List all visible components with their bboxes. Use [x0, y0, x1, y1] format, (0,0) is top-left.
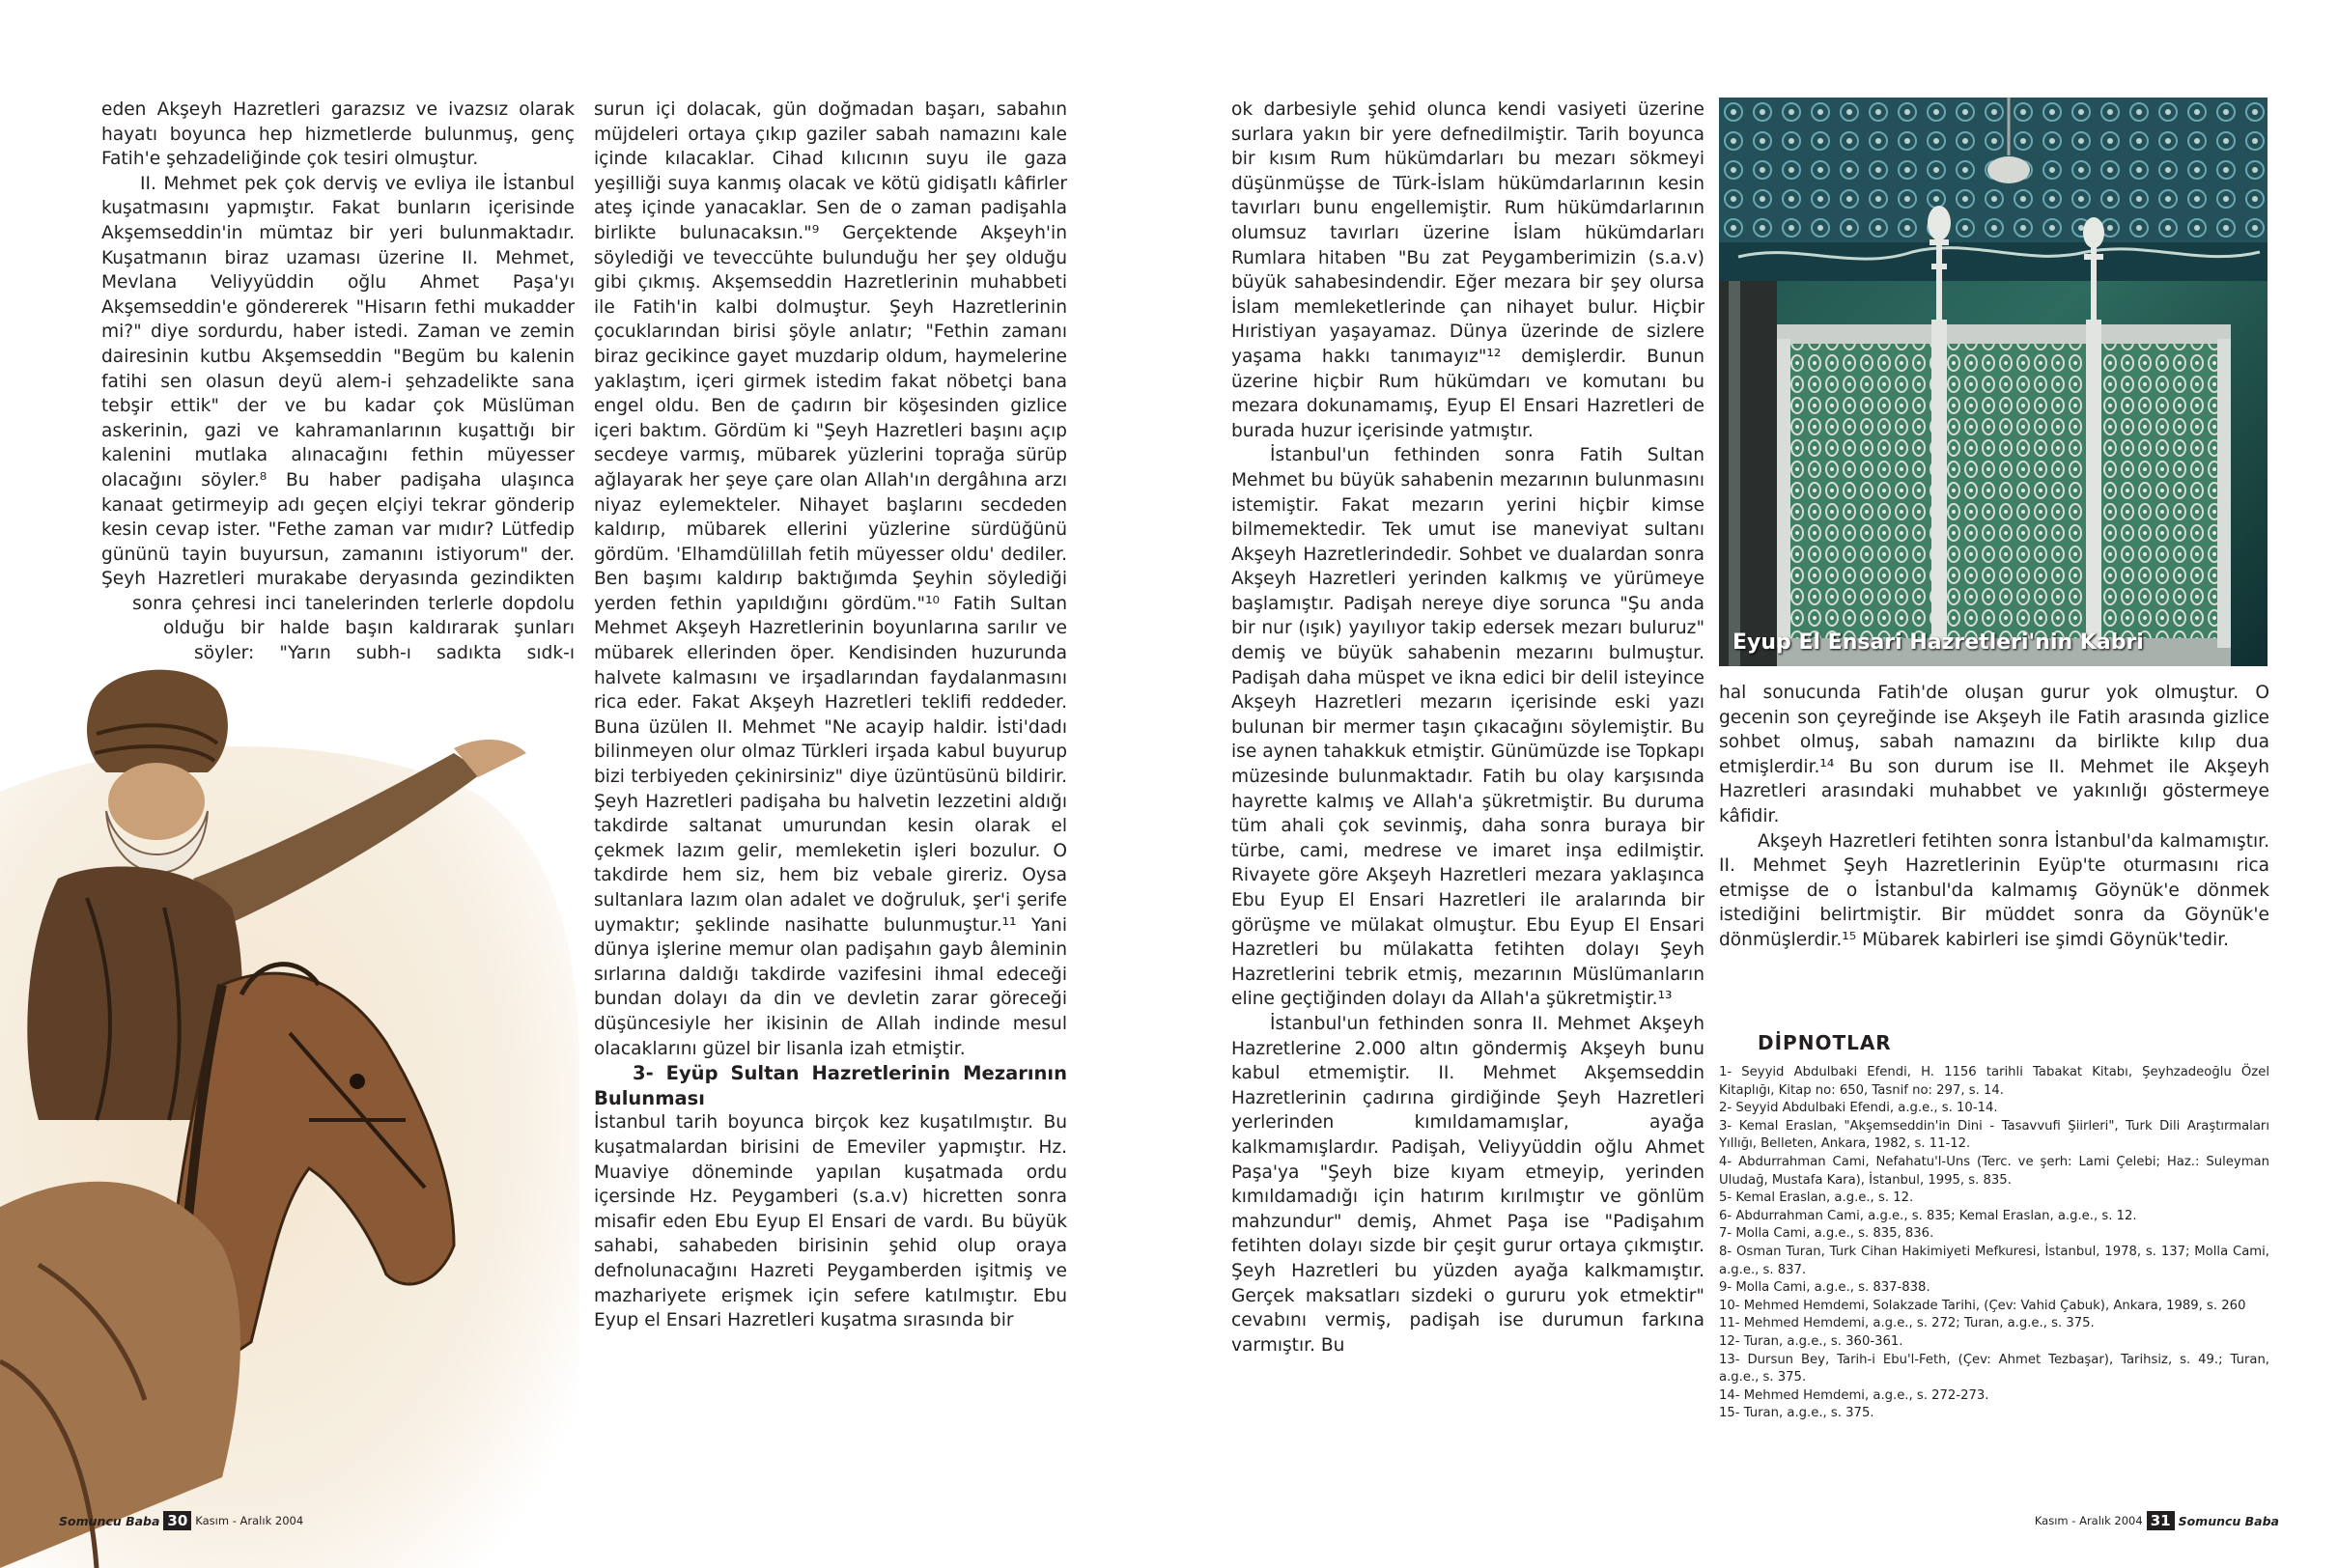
- right-page: [1169, 0, 2338, 1568]
- paragraph: İstanbul'un fethinden sonra II. Mehmet Akşeyh Hazretlerine 2.000 altın göndermiş Akşeyh bunu kabul etmemiştir. II. Mehmet Akşemseddin Hazretlerinin çadırına girdiğinde Şeyh Hazretleri yerlerinden kımıldamamışlar, ayağa kalkmamışlardır. Padişah, Veliyyüddin oğlu Ahmet Paşa'ya "Şeyh bize kıyam etmeyip, yerinden kımıldamadığı için hatırım kırılmıştır ve gönlüm mahzundur" demiş, Ahmet Paşa ise "Padişahım fetihten dolayı sizde bir çeşit gurur ortaya çıkmıştır. Şeyh Hazretleri bu yüzden ayağa kalkmamıştır. Gerçek maksatları sizdeki o gururu yok etmektir" cevabını vermiş, padişah ise durumun farkına varmıştır. Bu: [1231, 1013, 1704, 1356]
- page-number: 31: [2147, 1511, 2175, 1530]
- footnote-item: 1- Seyyid Abdulbaki Efendi, H. 1156 tarihli Tabakat Kitabı, Şeyhzadeoğlu Özel Kitaplığı, Kitap no: 650, Tasnif no: 297, s. 14.: [1719, 1065, 2269, 1098]
- tomb-photo: [1719, 98, 2268, 666]
- horseman-drawing: [0, 666, 589, 1568]
- footnote-item: 15- Turan, a.g.e., s. 375.: [1719, 1406, 1874, 1421]
- footnote-item: 5- Kemal Eraslan, a.g.e., s. 12.: [1719, 1190, 1914, 1206]
- issue-date: Kasım - Aralık 2004: [195, 1514, 304, 1527]
- footnote-item: 2- Seyyid Abdulbaki Efendi, a.g.e., s. 10-14.: [1719, 1101, 1998, 1116]
- footnote-item: 9- Molla Cami, a.g.e., s. 837-838.: [1719, 1280, 1930, 1296]
- horseman-illustration: [0, 666, 589, 1568]
- footnote-item: 4- Abdurrahman Cami, Nefahatu'l-Uns (Terc. ve şerh: Lami Çelebi; Haz.: Suleyman Uludağ, Mustafa Kara), İstanbul, 1995, s. 835.: [1719, 1154, 2269, 1188]
- footnotes-title: DİPNOTLAR: [1758, 1031, 1892, 1054]
- folio-right: [2035, 1511, 2279, 1530]
- footnote-item: 13- Dursun Bey, Tarih-i Ebu'l-Feth, (Çev: Ahmet Tezbaşar), Tarihsiz, s. 49.; Turan, a.g.e., s. 375.: [1719, 1352, 2269, 1386]
- text-column-4: [1719, 681, 2269, 999]
- paragraph: hal sonucunda Fatih'de oluşan gurur yok olmuştur. O gecenin son çeyreğinde ise Akşeyh ile Fatih arasında gizlice sohbet olmuş, sabah namazını da birlikte kılıp dua etmişlerdir.¹⁴ Bu son durum ise II. Mehmet ile Akşeyh Hazretleri arasındaki muhabbet ve yakınlığı göstermeye kâfidir.: [1719, 683, 2269, 826]
- paragraph: II. Mehmet pek çok derviş ve evliya ile İstanbul kuşatmasını yapmıştır. Fakat bunların içerisinde Akşemseddin'in mümtaz bir yeri bulunmaktadır. Kuşatmanın biraz uzaması üzerine II. Mehmet, Mevlana Veliyyüddin oğlu Ahmet Paşa'yı Akşemseddin'e göndererek "Hisarın fethi mukadder mi?" diye sordurdu, haber istedi. Zaman ve zemin dairesinin kutbu Akşemseddin "Begüm bu kalenin fatihi sen olasun deyü alem-i şehzadelikte sana tebşir ettik" der ve bu kadar çok Müslüman askerinin, gazi ve kahramanlarının kuşattığı bir kalenini mutlaka alınacağını fethin müyesser olacağını söyler.⁸ Bu haber padişaha ulaşınca kanaat getirmeyip adı geçen elçiyi tekrar gönderip kesin cevap ister. "Fethe zaman var mıdır? Lütfedip gününü tayin buyursun, zamanını istiyorum" der. Şeyh Hazretleri murakabe deryasında gezindikten sonra çehresi inci tanelerinden terlerle dopdolu olduğu bir halde başın kaldırarak şunları söyler: "Yarın subh-ı sadıkta sıdk-ı: [101, 173, 575, 664]
- footnote-item: 6- Abdurrahman Cami, a.g.e., s. 835; Kemal Eraslan, a.g.e., s. 12.: [1719, 1208, 2137, 1223]
- wrap-spacer: [101, 641, 194, 666]
- footnote-item: 11- Mehmed Hemdemi, a.g.e., s. 272; Turan, a.g.e., s. 375.: [1719, 1316, 2095, 1331]
- magazine-name: Somuncu Baba: [2178, 1513, 2279, 1528]
- footnote-item: 7- Molla Cami, a.g.e., s. 835, 836.: [1719, 1226, 1934, 1242]
- magazine-name: Somuncu Baba: [59, 1513, 160, 1528]
- folio-left: [59, 1511, 303, 1530]
- photo-caption: Eyup El Ensari Hazretleri'nin Kabri: [1732, 630, 2144, 655]
- wrap-spacer: [101, 592, 132, 617]
- paragraph: İstanbul'un fethinden sonra Fatih Sultan Mehmet bu büyük sahabenin mezarının bulunmasını istemiştir. Fakat mezarın yerini hiçbir kimse bilmemektedir. Tek umut ise maneviyat sultanı Akşeyh Hazretlerindedir. Sohbet ve dualardan sonra Akşeyh Hazretleri yerinden kalkmış ve yürümeye başlamıştır. Padişah nereye diye sorunca "Şu anda bir nur (ışık) yayılıyor takip edersek mezarı buluruz" demiş ve büyük sahabenin mezarını bulmuştur. Padişah daha müspet ve ikna edici bir delil isteyince Akşeyh Hazretleri mezarın içerisinde eski yazı bulunan bir mermer taşın çıkacağını söylemiştir. Bu ise aynen tahakkuk etmiştir. Günümüzde ise Topkapı müzesinde bulunmaktadır. Fatih bu olay karşısında hayrette kalmış ve Allah'a şükretmiştir. Bu duruma tüm ahali çok sevinmiş, daha sonra buraya bir türbe, cami, medrese ve imaret inşa edilmiştir. Rivayete göre Akşeyh Hazretleri mezara yaklaşınca Ebu Eyup El Ensari Hazretleri ile aralarında bir görüşme ve mülakat olmuştur. Ebu Eyup El Ensari Hazretleri bu mülakatta fetihten dolayı Şeyh Hazretlerini tebrik etmiş, mezarının Müslümanların eline geçtiğinden dolayı da Allah'a şükretmiştir.¹³: [1231, 445, 1704, 1010]
- section-heading: 3- Eyüp Sultan Hazretlerinin Mezarının Bulunması: [594, 1062, 1067, 1109]
- paragraph: Akşeyh Hazretleri fetihten sonra İstanbul'da kalmamıştır. II. Mehmet Şeyh Hazretlerinin Eyüp'te oturmasını rica etmişse de o İstanbul'da kalmamış Göynük'e dönmek istediğini belirtmiştir. Bir müddet sonra da Göynük'e dönmüşlerdir.¹⁵ Mübarek kabirleri ise şimdi Göynük'tedir.: [1719, 830, 2269, 950]
- paragraph: ok darbesiyle şehid olunca kendi vasiyeti üzerine surlara yakın bir yere defnedilmiştir. Tarih boyunca bir kısım Rum hükümdarları bu mezarı sökmeyi düşünmüşse de Türk-İslam hükümdarlarının kesin tavırları bunu engellemiştir. Rum hükümdarlarının olumsuz tavırları üzerine İslam hükümdarları Rumlara hitaben "Bu zat Peygamberimizin (s.a.v) büyük sahabesindendir. Eğer mezara bir şey olursa İslam memleketlerinde çan nihayet bulur. Hiçbir Hıristiyan yaşayamaz. Dünya üzerinde de sizlere yaşama hakkı tanımayız"¹² demişlerdir. Bunun üzerine hiçbir Rum hükümdarı ve komutanı bu mezara dokunamamış, Eyup El Ensari Hazretleri de burada huzur içerisinde yatmıştır.: [1231, 99, 1704, 441]
- footnote-list: [1719, 1064, 2269, 1423]
- issue-date: Kasım - Aralık 2004: [2034, 1514, 2143, 1527]
- page-number: 30: [163, 1511, 191, 1530]
- footnote-item: 12- Turan, a.g.e., s. 360-361.: [1719, 1333, 1903, 1349]
- footnote-item: 14- Mehmed Hemdemi, a.g.e., s. 272-273.: [1719, 1387, 1989, 1403]
- footnote-item: 8- Osman Turan, Turk Cihan Hakimiyeti Mefkuresi, İstanbul, 1978, s. 137; Molla Cami, a.g.e., s. 837.: [1719, 1244, 2269, 1277]
- tomb-photo-image: [1719, 98, 2268, 666]
- text-column-2: [594, 98, 1067, 1478]
- paragraph: surun içi dolacak, gün doğmadan başarı, sabahın müjdeleri ortaya çıkıp gaziler sabah namazını kale içinde kılacaklar. Cihad kılıcının suyu ile gaza yeşilliği suya kanmış olacak ve kötü gidişatlı kâfirler ateş içinde yanacaklar. Sen de o zaman padişahla birlikte bulunacaksın."⁹ Gerçektende Akşeyh'in söylediği ve teveccühte bulunduğu her şey olduğu gibi çıkmış. Akşemseddin Hazretlerinin muhabbeti ile Fatih'in kalbi dolmuştur. Şeyh Hazretlerinin çocuklarından birisi şöyle anlatır; "Fethin zamanı biraz gecikince gayet muzdarip oldum, haymelerine yaklaştım, içeri girmek istedim fakat nöbetçi bana engel oldu. Ben de çadırın bir köşesinden gizlice içeri baktım. Gördüm ki "Şeyh Hazretleri başını açıp secdeye varmış, mübarek yüzlerini toprağa sürüp ağlayarak her şeye çare olan Allah'ın dergâhına arzı niyaz eylemekteler. Nihayet başlarını secdeden kaldırıp, mübarek ellerini yüzlerine sürdüğünü gördüm. 'Elhamdülillah fetih müyesser oldu' dediler. Ben başımı kaldırıp baktığımda Şeyhin söylediği yerden fethin yapıldığını gördüm."¹⁰ Fatih Sultan Mehmet Akşeyh Hazretlerinin boyunlarına sarılır ve mübarek ellerinden öper. Kendisinden huzurunda halvete kalmasını ve irşadlarından faydalanmasını rica eder. Fakat Akşeyh Hazretleri teklifi reddeder. Buna üzülen II. Mehmet "Ne acayip haldir. İsti'dadı bilinmeyen olur olmaz Türkleri irşada kabul buyurup bizi terbiyeden çekinirsiniz" diye üzüntüsünü bildirir. Şeyh Hazretleri padişaha bu halvetin lezzetini aldığı takdirde saltanat umurundan kesin olarak el çekmek lazım gelir, memleketin işleri bozulur. O takdirde hem siz, hem biz vebale gireriz. Oysa sultanlara lazım olan adalet ve doğruluk, şer'i şerife uymaktır; şeklinde nasihatte bulunmuştur.¹¹ Yani dünya işlerine memur olan padişahın gayb âleminin sırlarına daldığı takdirde vazifesini ihmal edeceği bundan dolayı da din ve devletin zarar göreceği düşüncesiyle her ikisinin de Allah indinde mesul olacaklarını güzel bir lisanla izah etmiştir.: [594, 99, 1067, 1059]
- footnote-item: 3- Kemal Eraslan, "Akşemseddin'in Dini - Tasavvufi Şiirleri", Turk Dili Araştırmaları Yıllığı, Belleten, Ankara, 1982, s. 11-12.: [1719, 1118, 2269, 1152]
- paragraph: İstanbul tarih boyunca birçok kez kuşatılmıştır. Bu kuşatmalardan birisini de Emeviler yapmıştır. Hz. Muaviye döneminde yapılan kuşatmada ordu içersinde Hz. Peygamberi (s.a.v) hicretten sonra misafir eden Ebu Eyup El Ensari de vardı. Bu büyük sahabi, sahabeden birisinin şehid olup oraya defnolunacağını Hazreti Peygamberden işitmiş ve mazhariyete erişmek için sefere katılmıştır. Ebu Eyup el Ensari Hazretleri kuşatma sırasında bir: [594, 1112, 1067, 1331]
- footnote-item: 10- Mehmed Hemdemi, Solakzade Tarihi, (Çev: Vahid Çabuk), Ankara, 1989, s. 260: [1719, 1298, 2246, 1313]
- footnotes: [1719, 1031, 2269, 1423]
- text-column-3: [1231, 98, 1704, 1478]
- wrap-spacer: [101, 616, 163, 641]
- paragraph: eden Akşeyh Hazretleri garazsız ve ivazsız olarak hayatı boyunca hep hizmetlerde bulunmuş, genç Fatih'e şehzadeliğinde çok tesiri olmuştur.: [101, 99, 575, 170]
